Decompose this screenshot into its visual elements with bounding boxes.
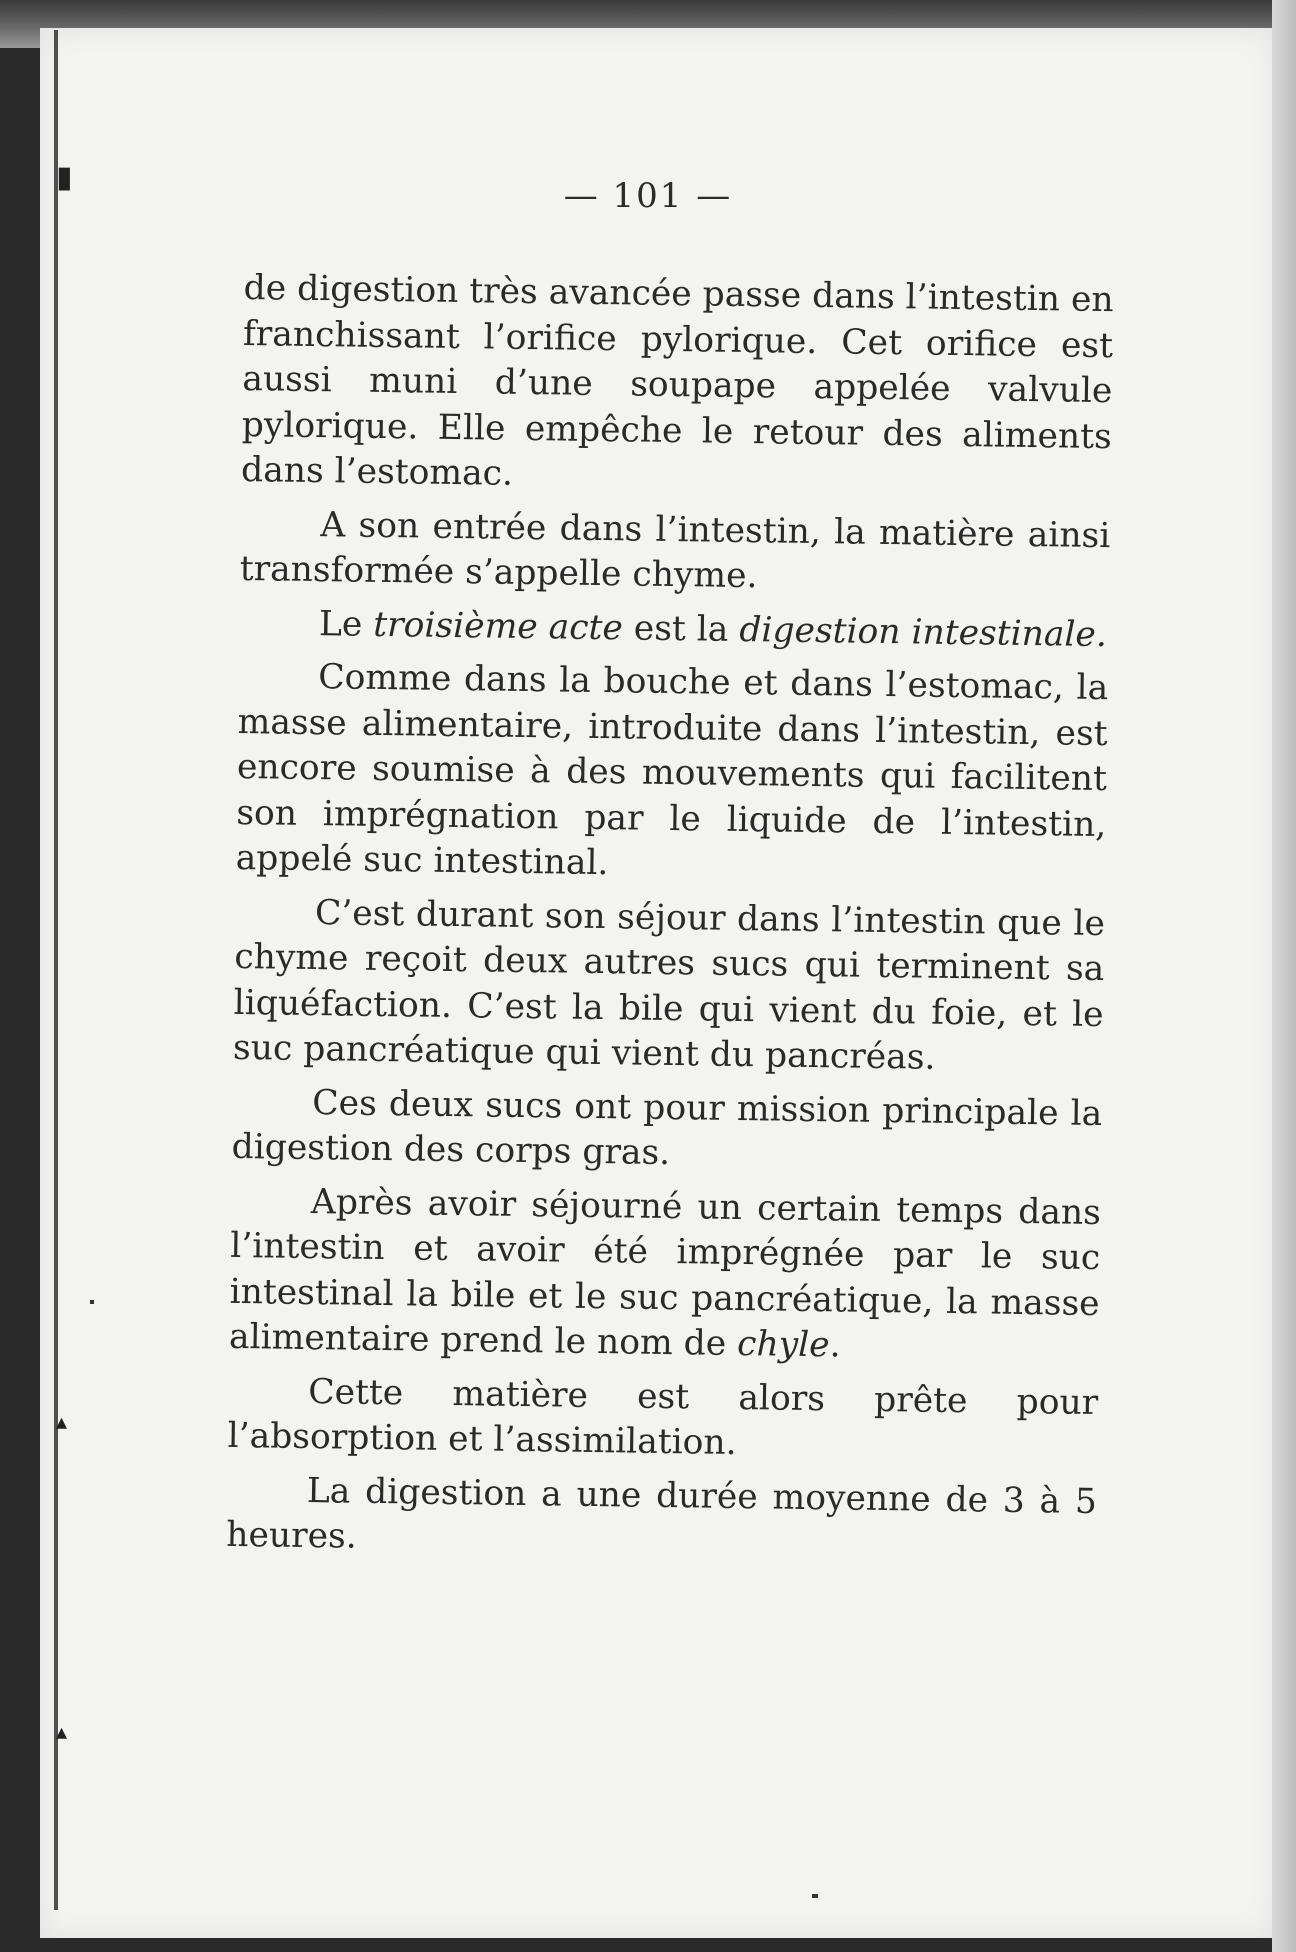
italic-text: troisième acte — [373, 604, 624, 648]
page-gutter-line — [54, 30, 58, 1910]
paragraph: Cette matière est alors prête pour l’absorption et l’assimilation. — [227, 1371, 1099, 1463]
paragraph: A son entrée dans l’intestin, la matière ainsi transformée s’appelle chyme. — [239, 504, 1111, 597]
paragraph: C’est durant son séjour dans l’intestin que le chyme reçoit deux autres sucs qui terminent sa liquéfaction. C’est la bile qui vient du foie, et le suc pancréatique qui vient du pancréas. — [232, 892, 1106, 1078]
body-text — [226, 266, 1114, 1579]
text-run: . — [829, 1325, 841, 1366]
italic-text: digestion intestinale. — [739, 609, 1108, 655]
paragraph: de digestion très avancée passe dans l’intestin en franchissant l’orifice pylorique. Cet orifice est aussi muni d’une soupape appelée valvule pylorique. Elle empêche le retour des aliments dans l’estomac. — [240, 267, 1114, 494]
speck — [812, 1894, 818, 1898]
paragraph: Comme dans la bouche et dans l’estomac, la masse alimentaire, introduite dans l’intestin, est encore soumise à des mouvements qui facilitent son imprégnation par le liquide de l’intestin, appelé suc intestinal. — [235, 657, 1109, 884]
paragraph: La digestion a une durée moyenne de 3 à 5 heures. — [226, 1470, 1098, 1557]
italic-text: chyle — [736, 1323, 830, 1366]
text-run: Après avoir séjourné un certain temps dans l’intestin et avoir été imprégnée par le suc intestinal la bile et le suc pancréatique, la masse alimentaire prend le nom de — [228, 1181, 1102, 1364]
page-number: — 101 — — [563, 176, 733, 216]
scan-right-border — [1272, 0, 1296, 1952]
paragraph — [239, 600, 1110, 658]
speck — [90, 1300, 94, 1304]
gutter-mark: ▴ — [56, 1720, 68, 1745]
text-run: Le — [318, 603, 374, 645]
gutter-mark: ▴ — [56, 1410, 68, 1435]
gutter-mark: ▮ — [56, 160, 73, 195]
text-run: est la — [622, 607, 740, 650]
paragraph — [229, 1178, 1101, 1372]
paragraph: Ces deux sucs ont pour mission principale la digestion des corps gras. — [231, 1082, 1103, 1174]
